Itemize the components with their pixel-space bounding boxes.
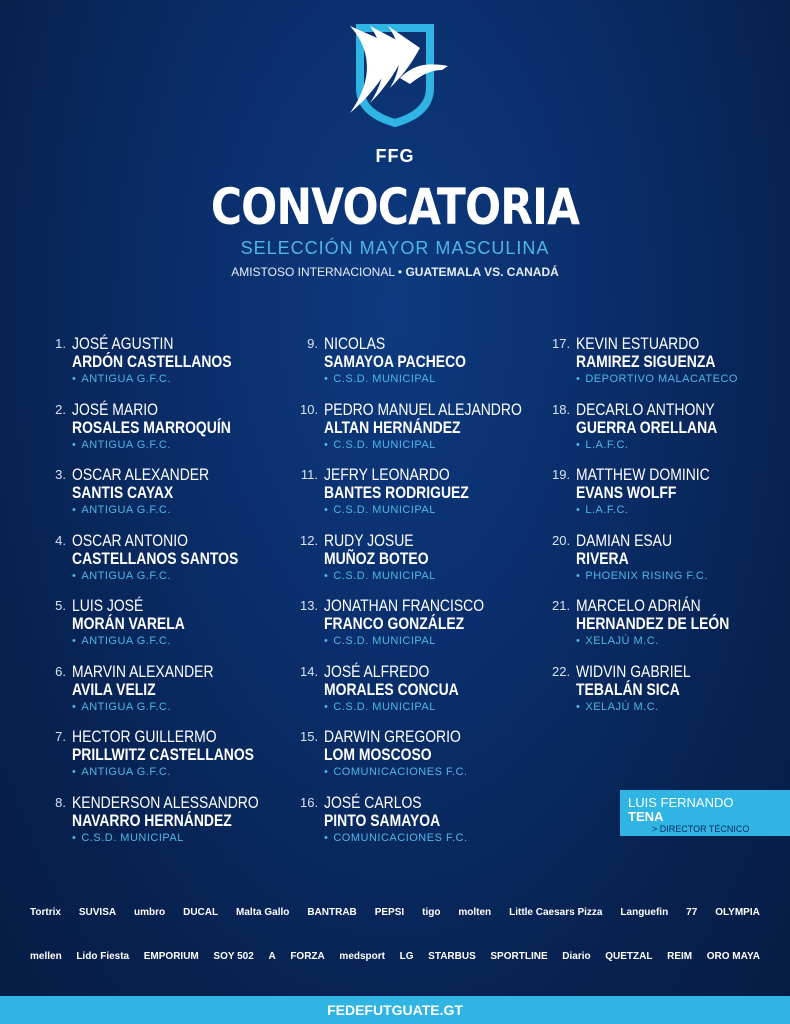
player-names — [72, 335, 267, 385]
sponsor-logo: BANTRAB — [307, 906, 357, 918]
player-club: • PHOENIX RISING F.C. — [576, 570, 708, 582]
sponsor-logo: mellen — [30, 950, 62, 962]
coach-role: > DIRECTOR TÉCNICO — [652, 824, 750, 834]
player-last-name: ARDÓN CASTELLANOS — [72, 352, 232, 371]
sponsor-logo: A — [268, 950, 276, 962]
player-last-name: PINTO SAMAYOA — [324, 810, 441, 830]
player-first-name: RUDY JOSUE — [324, 530, 414, 550]
player-number: 4. — [55, 532, 66, 548]
player-club: • C.S.D. MUNICIPAL — [324, 439, 565, 451]
player-last-name: RIVERA — [576, 548, 629, 568]
player-last-name: AVILA VELIZ — [72, 679, 156, 699]
player-club: • XELAJÚ M.C. — [576, 701, 716, 713]
player-first-name: DECARLO ANTHONY — [576, 399, 715, 419]
player-club: • ANTIGUA G.F.C. — [72, 570, 275, 582]
player-club: • ANTIGUA G.F.C. — [72, 439, 266, 451]
player-number: 5. — [55, 598, 66, 613]
player-first-name: JOSÉ ALFREDO — [324, 661, 430, 681]
player-first-name: HECTOR GUILLERMO — [72, 727, 217, 746]
player-first-name: MARVIN ALEXANDER — [72, 661, 214, 681]
sponsor-logo: FORZA — [290, 950, 325, 962]
player-number: 18. — [552, 401, 571, 417]
player-names — [576, 597, 763, 647]
sponsor-logo: Little Caesars Pizza — [509, 906, 603, 918]
player-names — [72, 663, 245, 713]
player-club: • C.S.D. MUNICIPAL — [324, 570, 452, 582]
player-number: 8. — [55, 794, 66, 810]
player-club: • C.S.D. MUNICIPAL — [324, 373, 497, 385]
page-subtitle: SELECCIÓN MAYOR MASCULINA — [240, 238, 550, 258]
player-last-name: MORÁN VARELA — [72, 614, 185, 633]
player-number: 19. — [552, 467, 571, 482]
player-first-name: JOSÉ CARLOS — [324, 792, 422, 812]
player-last-name: TEBALÁN SICA — [576, 679, 680, 699]
footer-url[interactable]: FEDEFUTGUATE.GT — [0, 996, 790, 1024]
player-number: 16. — [300, 794, 319, 810]
player-last-name: PRILLWITZ CASTELLANOS — [72, 745, 254, 764]
sponsor-logo: Diario — [562, 950, 591, 962]
coach-card — [620, 790, 790, 836]
sponsor-logo: Lido Fiesta — [76, 950, 130, 962]
player-number: 17. — [552, 336, 571, 351]
sponsor-logo: SPORTLINE — [490, 950, 548, 962]
sponsor-logo: molten — [458, 906, 492, 918]
player-club: • L.A.F.C. — [576, 504, 739, 516]
player-last-name: NAVARRO HERNÁNDEZ — [72, 810, 232, 830]
player-club: • ANTIGUA G.F.C. — [72, 373, 267, 385]
player-names — [324, 597, 519, 647]
sponsors-row-2 — [30, 934, 760, 978]
player-first-name: JOSÉ MARIO — [72, 399, 158, 419]
sponsor-logo: tigo — [422, 906, 441, 918]
player-first-name: KENDERSON ALESSANDRO — [72, 792, 259, 812]
player-names — [72, 532, 275, 582]
player-last-name: HERNANDEZ DE LEÓN — [576, 614, 730, 633]
player-names — [324, 663, 488, 713]
sponsor-logo: SUVISA — [78, 906, 117, 918]
player-first-name: MARCELO ADRIÁN — [576, 596, 701, 615]
player-club: • C.S.D. MUNICIPAL — [324, 701, 488, 713]
sponsor-logo: PEPSI — [374, 906, 405, 918]
player-club: • C.S.D. MUNICIPAL — [72, 832, 300, 844]
player-names — [72, 728, 294, 778]
player-last-name: ROSALES MARROQUÍN — [72, 417, 231, 437]
player-last-name: RAMIREZ SIGUENZA — [576, 352, 716, 371]
player-first-name: JONATHAN FRANCISCO — [324, 596, 485, 615]
player-number: 14. — [300, 663, 319, 679]
player-number: 20. — [552, 532, 571, 548]
player-names — [324, 401, 565, 451]
org-name: FFG — [375, 146, 415, 166]
player-number: 22. — [552, 663, 571, 679]
player-number: 12. — [300, 532, 319, 548]
player-names — [576, 401, 748, 451]
player-last-name: SAMAYOA PACHECO — [324, 352, 467, 371]
sponsor-logo: OLYMPIA — [715, 906, 760, 918]
sponsors-row-1 — [30, 890, 760, 934]
match-info — [0, 265, 790, 279]
player-first-name: JOSÉ AGUSTIN — [72, 334, 174, 353]
player-club: • ANTIGUA G.F.C. — [72, 635, 210, 647]
player-number: 7. — [55, 729, 66, 744]
match-prefix: AMISTOSO INTERNACIONAL • — [231, 265, 403, 279]
player-number: 21. — [552, 598, 571, 613]
page-title: CONVOCATORIA — [210, 178, 580, 236]
player-names — [324, 794, 468, 844]
player-club: • L.A.F.C. — [576, 439, 748, 451]
sponsor-logo: STARBUS — [428, 950, 476, 962]
player-first-name: MATTHEW DOMINIC — [576, 465, 710, 484]
sponsor-logo: DUCAL — [183, 906, 219, 918]
player-last-name: MUÑOZ BOTEO — [324, 548, 429, 568]
player-names — [576, 466, 739, 516]
sponsor-logo: Languefin — [620, 906, 669, 918]
match-teams: GUATEMALA VS. CANADÁ — [405, 265, 559, 279]
coach-first-name: LUIS FERNANDO — [628, 795, 734, 810]
player-first-name: PEDRO MANUEL ALEJANDRO — [324, 399, 522, 419]
player-club: • ANTIGUA G.F.C. — [72, 504, 239, 516]
player-first-name: NICOLAS — [324, 334, 386, 353]
coach-last-name: TENA — [628, 809, 664, 824]
player-first-name: JEFRY LEONARDO — [324, 465, 450, 484]
player-number: 3. — [55, 467, 66, 482]
sponsor-logo: EMPORIUM — [143, 950, 199, 962]
player-number: 13. — [300, 598, 319, 613]
player-names — [324, 532, 452, 582]
player-last-name: FRANCO GONZÁLEZ — [324, 614, 465, 633]
player-last-name: GUERRA ORELLANA — [576, 417, 718, 437]
sponsor-logo: SOY 502 — [213, 950, 254, 962]
sponsor-logo: Malta Gallo — [236, 906, 290, 918]
player-first-name: KEVIN ESTUARDO — [576, 334, 700, 353]
player-number: 9. — [307, 336, 318, 351]
sponsor-logo: ORO MAYA — [706, 950, 760, 962]
player-names — [324, 335, 497, 385]
player-number: 6. — [55, 663, 66, 679]
player-last-name: LOM MOSCOSO — [324, 745, 432, 764]
player-number: 11. — [300, 467, 318, 482]
quetzal-shield-icon — [330, 18, 460, 143]
sponsor-logo: LG — [399, 950, 414, 962]
player-names — [576, 663, 716, 713]
player-first-name: DAMIAN ESAU — [576, 530, 673, 550]
player-first-name: WIDVIN GABRIEL — [576, 661, 691, 681]
player-names — [576, 532, 708, 582]
player-number: 15. — [300, 729, 319, 744]
sponsors — [30, 890, 760, 978]
player-club: • XELAJÚ M.C. — [576, 635, 763, 647]
player-names — [576, 335, 746, 385]
player-club: • ANTIGUA G.F.C. — [72, 701, 245, 713]
player-first-name: LUIS JOSÉ — [72, 596, 144, 615]
player-club: • C.S.D. MUNICIPAL — [324, 635, 519, 647]
player-names — [72, 794, 300, 844]
player-club: • COMUNICACIONES F.C. — [324, 832, 468, 844]
player-first-name: OSCAR ANTONIO — [72, 530, 188, 550]
player-club: • ANTIGUA G.F.C. — [72, 766, 294, 778]
sponsor-logo: QUETZAL — [605, 950, 653, 962]
player-number: 2. — [55, 401, 66, 417]
player-number: 10. — [300, 401, 319, 417]
sponsor-logo: Tortrix — [30, 906, 61, 918]
player-last-name: CASTELLANOS SANTOS — [72, 548, 239, 568]
player-first-name: DARWIN GREGORIO — [324, 727, 461, 746]
player-names — [324, 728, 491, 778]
sponsor-logo: medsport — [339, 950, 385, 962]
player-club: • C.S.D. MUNICIPAL — [324, 504, 501, 516]
player-last-name: BANTES RODRIGUEZ — [324, 483, 469, 502]
player-club: • DEPORTIVO MALACATECO — [576, 373, 746, 385]
player-first-name: OSCAR ALEXANDER — [72, 465, 210, 484]
player-names — [72, 401, 266, 451]
player-last-name: ALTAN HERNÁNDEZ — [324, 417, 461, 437]
player-last-name: EVANS WOLFF — [576, 483, 677, 502]
ffg-logo — [330, 18, 460, 166]
player-number: 1. — [55, 336, 66, 351]
player-last-name: SANTIS CAYAX — [72, 483, 174, 502]
player-club: • COMUNICACIONES F.C. — [324, 766, 491, 778]
player-names — [72, 597, 210, 647]
sponsor-logo: REIM — [667, 950, 693, 962]
player-names — [324, 466, 501, 516]
player-last-name: MORALES CONCUA — [324, 679, 459, 699]
sponsor-logo: umbro — [134, 906, 166, 918]
sponsor-logo: 77 — [686, 906, 698, 918]
player-names — [72, 466, 239, 516]
